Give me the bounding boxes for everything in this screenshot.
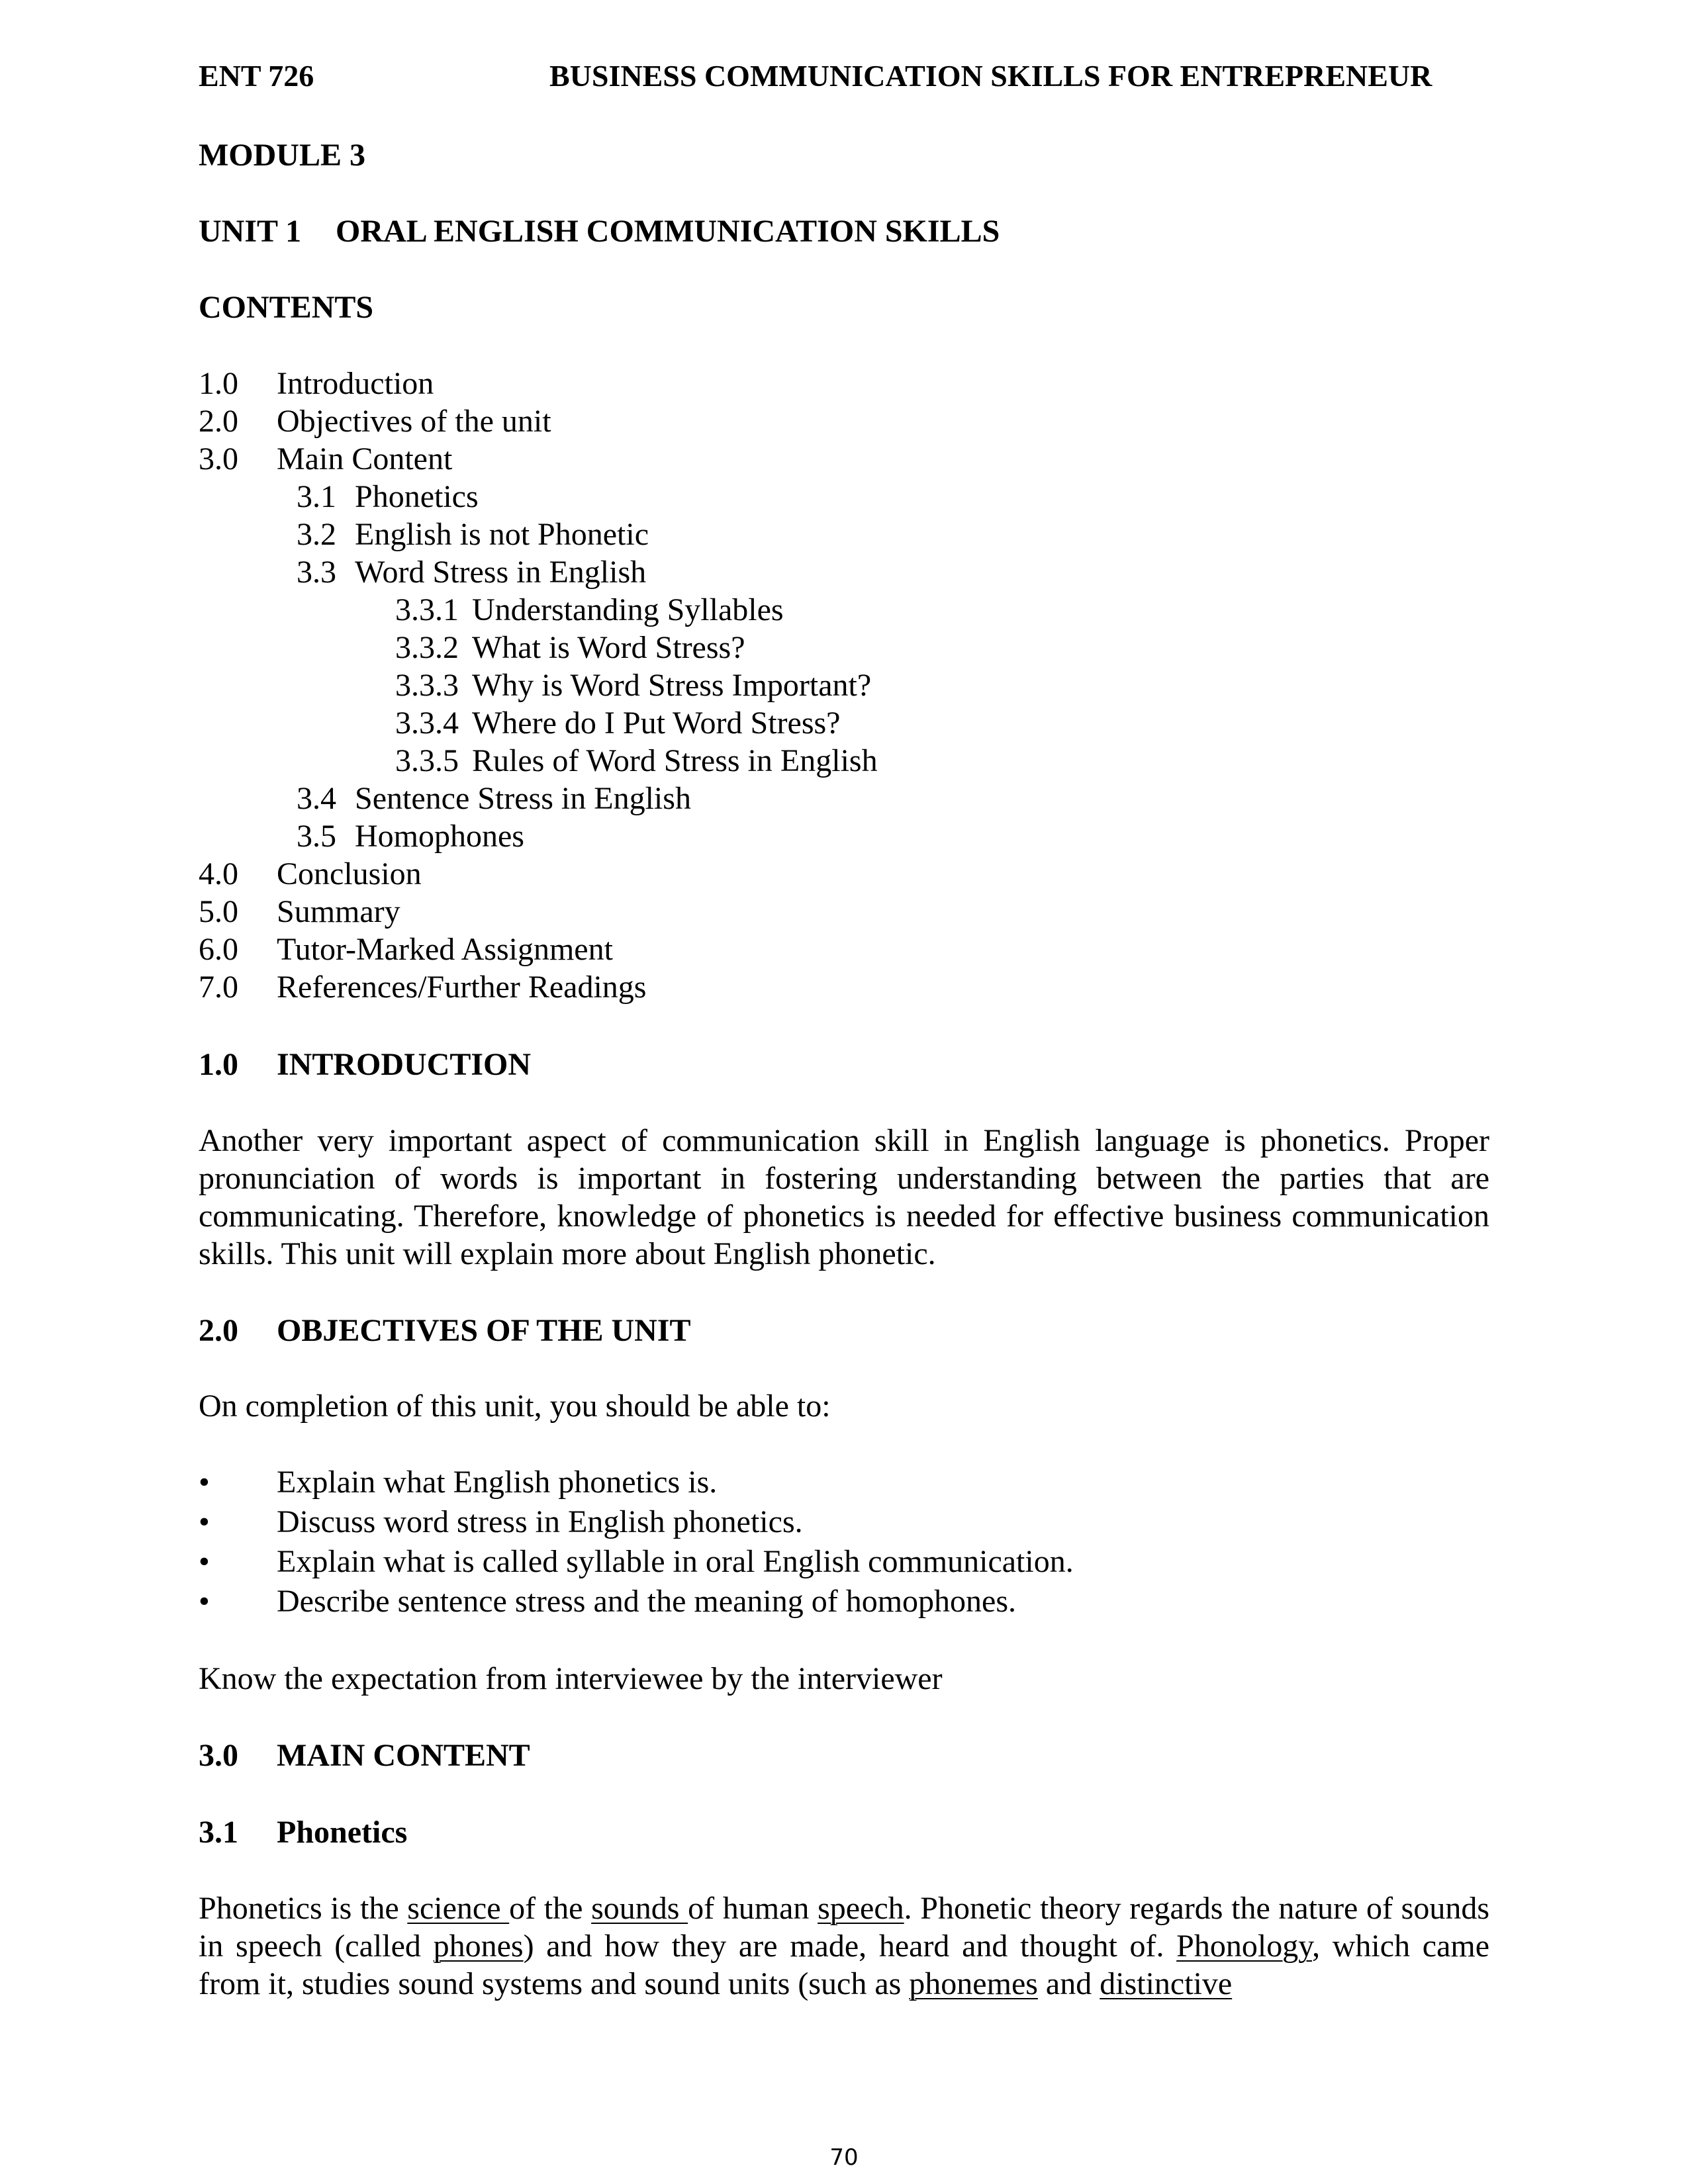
toc-number: 3.3.1 xyxy=(395,592,459,627)
list-item-text: Explain what is called syllable in oral English communication. xyxy=(277,1544,1074,1579)
link-speech[interactable]: speech xyxy=(818,1891,904,1926)
toc-label: Objectives of the unit xyxy=(277,404,551,439)
toc-label: Summary xyxy=(277,894,400,929)
toc-label: Understanding Syllables xyxy=(472,592,784,627)
bullet-icon: • xyxy=(199,1544,210,1579)
toc-number: 3.3 xyxy=(297,555,336,590)
toc-label: What is Word Stress? xyxy=(472,630,745,665)
unit-title: ORAL ENGLISH COMMUNICATION SKILLS xyxy=(336,214,1000,249)
list-item-text: Discuss word stress in English phonetics. xyxy=(277,1504,803,1539)
course-title: BUSINESS COMMUNICATION SKILLS FOR ENTREPRENEUR xyxy=(549,59,1432,93)
link-sounds[interactable]: sounds xyxy=(591,1891,688,1926)
introduction-paragraph: Another very important aspect of communication skill in English language is phonetics. Proper pronunciation of words is important in fostering understanding between the parties that are communicating. Therefore, knowledge of phonetics is needed for effective business communication skills. This unit will explain more about English phonetic. xyxy=(199,1123,1489,1271)
text-segment: . Phonetic theory regards the nature of sounds in speech (called xyxy=(199,1891,1490,1964)
bullet-icon: • xyxy=(199,1584,210,1619)
toc-label: Phonetics xyxy=(355,479,479,514)
section-number: 3.0 xyxy=(199,1738,238,1773)
toc-number: 7.0 xyxy=(199,970,238,1005)
toc-number: 6.0 xyxy=(199,932,238,967)
text-segment: Phonetics is the xyxy=(199,1891,408,1926)
toc-number: 2.0 xyxy=(199,404,238,439)
section-heading-main-content: MAIN CONTENT xyxy=(277,1738,530,1773)
toc-label: References/Further Readings xyxy=(277,970,647,1005)
toc-number: 5.0 xyxy=(199,894,238,929)
toc-number: 3.5 xyxy=(297,819,336,854)
toc-number: 3.3.4 xyxy=(395,705,459,741)
text-segment: , which came from it, studies sound systems and sound units (such as xyxy=(199,1929,1490,2001)
unit-number: UNIT 1 xyxy=(199,214,302,249)
toc-number: 3.3.3 xyxy=(395,668,459,703)
link-phones[interactable]: phones xyxy=(433,1929,524,1964)
section-number: 2.0 xyxy=(199,1313,238,1348)
toc-number: 3.4 xyxy=(297,781,336,816)
contents-heading: CONTENTS xyxy=(199,290,374,325)
toc-label: Introduction xyxy=(277,366,434,401)
toc-label: Rules of Word Stress in English xyxy=(472,743,878,778)
list-item-text: Explain what English phonetics is. xyxy=(277,1465,718,1500)
link-phonology[interactable]: Phonology xyxy=(1176,1929,1313,1964)
section-number: 3.1 xyxy=(199,1815,238,1850)
toc-number: 3.1 xyxy=(297,479,336,514)
toc-number: 3.0 xyxy=(199,441,238,477)
text-segment: ) and how they are made, heard and thought of. xyxy=(523,1929,1177,1964)
toc-label: English is not Phonetic xyxy=(355,517,649,552)
section-heading-objectives: OBJECTIVES OF THE UNIT xyxy=(277,1313,691,1348)
toc-label: Sentence Stress in English xyxy=(355,781,691,816)
toc-label: Why is Word Stress Important? xyxy=(472,668,872,703)
link-science[interactable]: science xyxy=(407,1891,510,1926)
toc-label: Tutor-Marked Assignment xyxy=(277,932,613,967)
toc-label: Where do I Put Word Stress? xyxy=(472,705,841,741)
module-heading: MODULE 3 xyxy=(199,138,365,173)
objectives-note: Know the expectation from interviewee by the interviewer xyxy=(199,1661,943,1696)
section-heading-introduction: INTRODUCTION xyxy=(277,1047,532,1082)
toc-number: 4.0 xyxy=(199,856,238,891)
link-phonemes[interactable]: phonemes xyxy=(909,1966,1038,2001)
bullet-icon: • xyxy=(199,1504,210,1539)
section-heading-phonetics: Phonetics xyxy=(277,1815,408,1850)
course-code: ENT 726 xyxy=(199,59,314,93)
text-segment: and xyxy=(1037,1966,1100,2001)
text-segment: of the xyxy=(509,1891,592,1926)
toc-label: Main Content xyxy=(277,441,453,477)
toc-number: 3.3.2 xyxy=(395,630,459,665)
toc-number: 3.2 xyxy=(297,517,336,552)
toc-number: 3.3.5 xyxy=(395,743,459,778)
toc-label: Conclusion xyxy=(277,856,422,891)
link-distinctive[interactable]: distinctive xyxy=(1100,1966,1233,2001)
page-number: 70 xyxy=(829,2144,859,2171)
toc-number: 1.0 xyxy=(199,366,238,401)
toc-label: Homophones xyxy=(355,819,524,854)
objectives-lead: On completion of this unit, you should be able to: xyxy=(199,1388,831,1424)
text-segment: of human xyxy=(688,1891,818,1926)
section-number: 1.0 xyxy=(199,1047,238,1082)
bullet-icon: • xyxy=(199,1465,210,1500)
list-item-text: Describe sentence stress and the meaning of homophones. xyxy=(277,1584,1017,1619)
phonetics-paragraph xyxy=(199,1889,1489,2003)
toc-label: Word Stress in English xyxy=(355,555,647,590)
